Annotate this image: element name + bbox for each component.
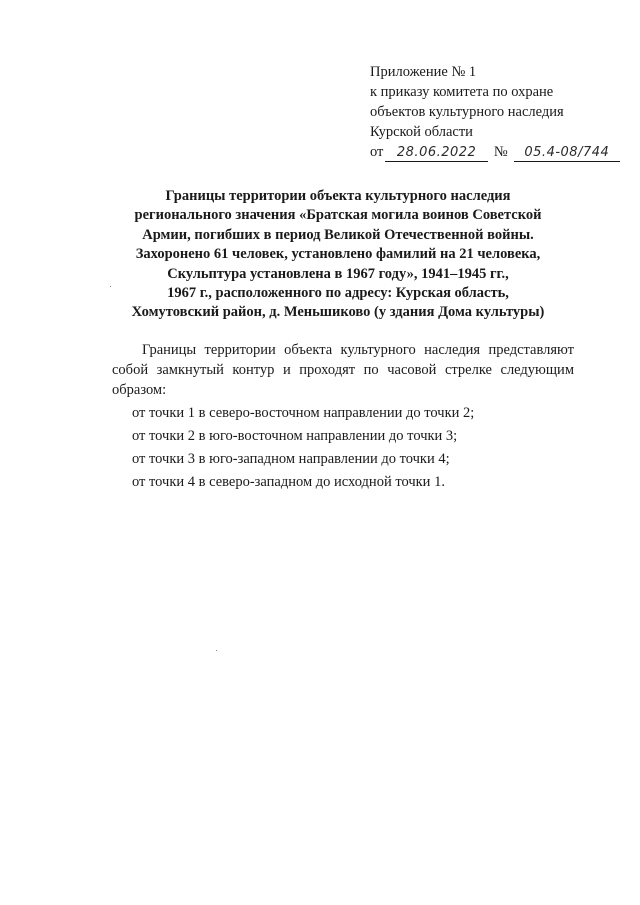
- title-line: Хомутовский район, д. Меньшиково (у здания Дома культуры): [131, 304, 545, 321]
- document-body: [112, 340, 574, 492]
- scan-speck: [110, 286, 111, 287]
- date-prefix: от: [370, 144, 384, 160]
- appendix-title: Приложение № 1: [370, 64, 477, 80]
- handwritten-order-number: 05.4-08/744: [514, 145, 620, 162]
- appendix-header: [370, 62, 620, 162]
- intro-paragraph: Границы территории объекта культурного наследия представляют собой замкнутый контур и проходят по часовой стрелке следующим образом:: [112, 342, 574, 398]
- boundary-segment: от точки 4 в северо-западном до исходной точки 1.: [132, 474, 445, 490]
- number-sign: №: [493, 144, 508, 160]
- appendix-order-line: к приказу комитета по охране: [370, 84, 554, 100]
- order-date-number-line: [370, 142, 620, 162]
- scan-speck: [216, 650, 217, 651]
- title-line: 1967 г., расположенного по адресу: Курская область,: [167, 285, 509, 302]
- title-line: регионального значения «Братская могила воинов Советской: [134, 207, 542, 224]
- title-line: Границы территории объекта культурного наследия: [165, 188, 511, 204]
- document-title: [104, 187, 572, 323]
- boundary-segment: от точки 1 в северо-восточном направлении до точки 2;: [132, 405, 475, 421]
- boundary-segment: от точки 3 в юго-западном направлении до точки 4;: [132, 451, 450, 467]
- handwritten-date: 28.06.2022: [385, 145, 487, 162]
- boundary-segment: от точки 2 в юго-восточном направлении до точки 3;: [132, 428, 458, 444]
- title-line: Скульптура установлена в 1967 году», 1941–1945 гг.,: [167, 265, 509, 282]
- title-line: Захоронено 61 человек, установлено фамилий на 21 человека,: [135, 246, 541, 263]
- appendix-committee-line: объектов культурного наследия: [370, 104, 564, 120]
- appendix-region-line: Курской области: [370, 124, 473, 140]
- title-line: Армии, погибших в период Великой Отечественной войны.: [142, 226, 534, 243]
